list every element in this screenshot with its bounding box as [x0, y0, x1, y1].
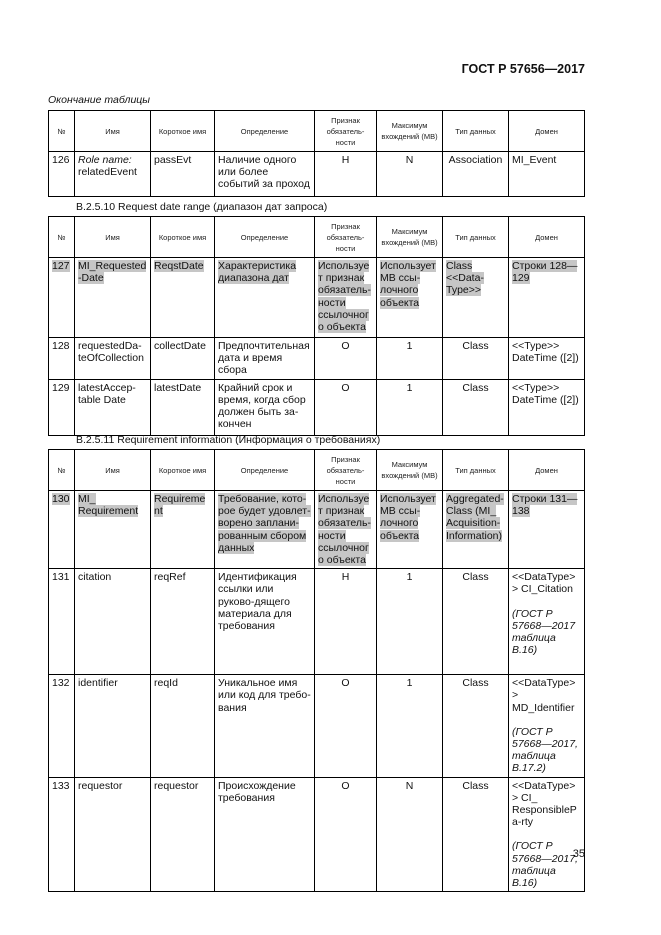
standard-designation: ГОСТ Р 57656—2017 — [461, 62, 585, 76]
row-short — [151, 491, 215, 569]
col-header: № — [49, 450, 75, 491]
row-domain-text: Строки 131—138 — [512, 493, 578, 518]
table-row — [49, 675, 585, 777]
row-max-text: Использует МВ ссы-лочного объекта — [380, 493, 436, 542]
table-row — [49, 491, 585, 569]
row-domain — [509, 777, 585, 892]
table-header — [49, 111, 585, 152]
row-number: 126 — [49, 152, 75, 197]
col-header: Определение — [215, 450, 315, 491]
col-header: Тип данных — [443, 450, 509, 491]
col-header: Имя — [75, 217, 151, 258]
row-def — [215, 491, 315, 569]
row-obligation-text: Использует признак обязатель-ности ссылочного объекта — [318, 260, 372, 334]
col-header: Максимум вхождений (МВ) — [377, 450, 443, 491]
col-header: Имя — [75, 111, 151, 152]
col-header: № — [49, 217, 75, 258]
table-row — [49, 152, 585, 197]
row-def-text: Характеристика диапазона дат — [218, 260, 297, 285]
row-short: collectDate — [151, 338, 215, 380]
col-header: Короткое имя — [151, 111, 215, 152]
domain-reference: (ГОСТ Р 57668—2017, таблица В.16) — [512, 840, 578, 890]
domain-type: <<DataType>> CI_ ResponsiblePa-rty — [512, 779, 577, 829]
row-type-text: Class <<Data-Type>> — [446, 260, 484, 297]
row-number: 128 — [49, 338, 75, 380]
row-max: N — [377, 152, 443, 197]
row-type: Class — [443, 675, 509, 777]
col-header: Признак обязатель-ности — [315, 450, 377, 491]
row-domain: MI_Event — [509, 152, 585, 197]
row-obligation: О — [315, 777, 377, 892]
row-type: Association — [443, 152, 509, 197]
row-number: 133 — [49, 777, 75, 892]
row-number — [49, 258, 75, 338]
row-type: Class — [443, 379, 509, 435]
row-def-text: Требование, кото-рое будет удовлет-ворено заплани-рованным сбором данных — [218, 493, 311, 554]
row-number: 131 — [49, 569, 75, 675]
row-name: requestor — [75, 777, 151, 892]
row-number: 129 — [49, 379, 75, 435]
row-short: reqRef — [151, 569, 215, 675]
col-header: Признак обязатель-ности — [315, 111, 377, 152]
table-row — [49, 258, 585, 338]
row-obligation: О — [315, 379, 377, 435]
row-def — [215, 258, 315, 338]
row-def: Наличие одного или более событий за проход — [215, 152, 315, 197]
row-obligation — [315, 258, 377, 338]
row-max: 1 — [377, 569, 443, 675]
row-name-text: MI_ Requirement — [78, 493, 139, 518]
row-obligation — [315, 491, 377, 569]
row-obligation: О — [315, 675, 377, 777]
row-domain — [509, 569, 585, 675]
row-domain-text: Строки 128—129 — [512, 260, 578, 285]
page-number: 35 — [572, 848, 585, 860]
row-number: 132 — [49, 675, 75, 777]
row-max — [377, 491, 443, 569]
section-heading: B.2.5.11 Requirement information (Информация о требованиях) — [76, 434, 381, 446]
col-header: Имя — [75, 450, 151, 491]
row-type — [443, 258, 509, 338]
table-header — [49, 217, 585, 258]
row-name: latestAccep-table Date — [75, 379, 151, 435]
col-header: Тип данных — [443, 217, 509, 258]
col-header: Домен — [509, 111, 585, 152]
table-row — [49, 777, 585, 892]
row-obligation: О — [315, 338, 377, 380]
row-name: requestedDa-teOfCollection — [75, 338, 151, 380]
col-header: Максимум вхождений (МВ) — [377, 217, 443, 258]
row-max: 1 — [377, 338, 443, 380]
row-type: Class — [443, 569, 509, 675]
row-max-text: Использует МВ ссы-лочного объекта — [380, 260, 436, 309]
row-number-text: 127 — [52, 260, 70, 272]
row-number — [49, 491, 75, 569]
col-header: Домен — [509, 217, 585, 258]
row-name-text: MI_Requested-Date — [78, 260, 147, 285]
role-name-value: relatedEvent — [78, 166, 137, 179]
row-def: Крайний срок и время, когда сбор должен быть за-кончен — [215, 379, 315, 435]
table-caption: Окончание таблицы — [48, 94, 151, 106]
row-max: 1 — [377, 675, 443, 777]
row-name — [75, 258, 151, 338]
col-header: Определение — [215, 217, 315, 258]
table-1 — [48, 110, 585, 197]
domain-reference: (ГОСТ Р 57668—2017, таблица В.17.2) — [512, 725, 578, 775]
col-header: № — [49, 111, 75, 152]
table-2 — [48, 216, 585, 436]
row-obligation: Н — [315, 152, 377, 197]
col-header: Признак обязатель-ности — [315, 217, 377, 258]
row-obligation-text: Использует признак обязатель-ности ссылочного объекта — [318, 493, 372, 567]
row-max: N — [377, 777, 443, 892]
row-short: requestor — [151, 777, 215, 892]
domain-type: <<DataType>> MD_Identifier — [512, 677, 576, 714]
table-row — [49, 338, 585, 380]
col-header: Короткое имя — [151, 450, 215, 491]
row-domain: <<Type>> DateTime ([2]) — [509, 379, 585, 435]
row-def: Уникальное имя или код для требо-вания — [215, 675, 315, 777]
domain-type: <<DataType>> CI_Citation — [512, 571, 576, 596]
row-name — [75, 152, 151, 197]
row-name — [75, 491, 151, 569]
table-3 — [48, 449, 585, 892]
row-domain — [509, 491, 585, 569]
col-header: Короткое имя — [151, 217, 215, 258]
row-domain: <<Type>> DateTime ([2]) — [509, 338, 585, 380]
row-domain — [509, 675, 585, 777]
table-row — [49, 569, 585, 675]
row-short: passEvt — [151, 152, 215, 197]
table-header — [49, 450, 585, 491]
row-type: Class — [443, 338, 509, 380]
domain-reference: (ГОСТ Р 57668—2017 таблица В.16) — [512, 607, 576, 657]
table-row — [49, 379, 585, 435]
role-name-label: Role name: — [78, 154, 132, 166]
col-header: Определение — [215, 111, 315, 152]
row-max — [377, 258, 443, 338]
row-def: Идентификация ссылки или руково-дящего материала для требования — [215, 569, 315, 675]
row-obligation: Н — [315, 569, 377, 675]
col-header: Домен — [509, 450, 585, 491]
row-name: citation — [75, 569, 151, 675]
row-short-text: Requirement — [154, 493, 206, 518]
row-type — [443, 491, 509, 569]
row-max: 1 — [377, 379, 443, 435]
row-short: reqId — [151, 675, 215, 777]
row-def: Происхождение требования — [215, 777, 315, 892]
row-type-text: Aggregated-Class (MI_ Acquisition-Information) — [446, 493, 504, 542]
col-header: Тип данных — [443, 111, 509, 152]
row-number-text: 130 — [52, 493, 70, 505]
col-header: Максимум вхождений (МВ) — [377, 111, 443, 152]
section-heading: B.2.5.10 Request date range (диапазон дат запроса) — [76, 201, 328, 213]
row-type: Class — [443, 777, 509, 892]
row-name: identifier — [75, 675, 151, 777]
row-short-text: ReqstDate — [154, 260, 204, 272]
row-short: latestDate — [151, 379, 215, 435]
row-short — [151, 258, 215, 338]
row-def: Предпочтительная дата и время сбора — [215, 338, 315, 380]
row-domain — [509, 258, 585, 338]
